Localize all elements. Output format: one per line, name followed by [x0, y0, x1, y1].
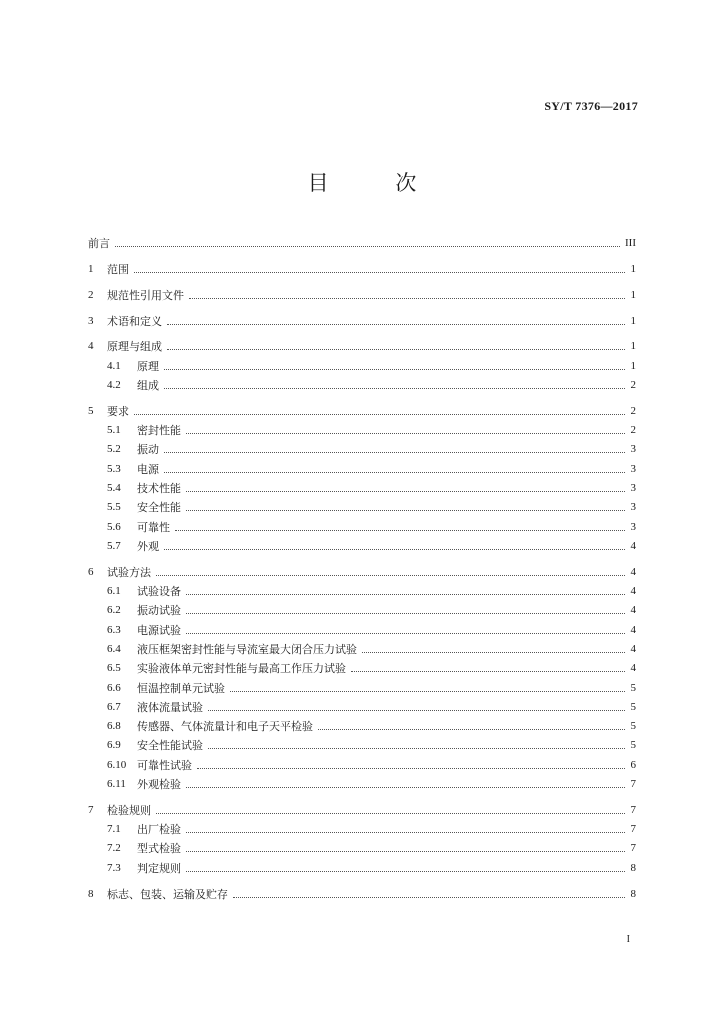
toc-dot-leader: [197, 768, 625, 769]
toc-entry-number: 5.5: [107, 501, 121, 514]
toc-entry-page: 4: [630, 539, 636, 552]
toc-entry-number: 6.4: [107, 642, 121, 655]
toc-entry-title: 试验设备: [137, 585, 181, 599]
toc-dot-leader: [351, 671, 625, 672]
toc-entry-title: 判定规则: [137, 861, 181, 875]
toc-entry[interactable]: [88, 400, 636, 419]
toc-entry-number: 2: [88, 288, 94, 301]
toc-entry[interactable]: [88, 753, 636, 772]
toc-entry[interactable]: [88, 309, 636, 328]
toc-entry-number: 4.1: [107, 359, 121, 372]
toc-entry-number: 6.7: [107, 700, 121, 713]
toc-entry-number: 5.4: [107, 482, 121, 495]
toc-entry-page: 8: [630, 861, 636, 874]
toc-entry-number: 5.1: [107, 424, 121, 437]
toc-dot-leader: [175, 530, 625, 531]
toc-entry-number: 5.7: [107, 539, 121, 552]
toc-entry-page: 5: [630, 739, 636, 752]
toc-entry-title: 规范性引用文件: [107, 288, 184, 302]
toc-entry-title: 检验规则: [107, 803, 151, 817]
toc-entry-number: 5: [88, 404, 94, 417]
toc-entry-number: 6: [88, 565, 94, 578]
toc-entry-page: 1: [630, 263, 636, 276]
toc-entry[interactable]: [88, 818, 636, 837]
toc-entry[interactable]: [88, 856, 636, 875]
toc-entry-title: 技术性能: [137, 482, 181, 496]
toc-dot-leader: [186, 594, 625, 595]
toc-entry-page: 4: [630, 604, 636, 617]
toc-dot-leader: [156, 575, 625, 576]
toc-dot-leader: [186, 871, 625, 872]
toc-entry[interactable]: [88, 560, 636, 579]
toc-entry-title: 振动试验: [137, 604, 181, 618]
toc-entry[interactable]: [88, 734, 636, 753]
toc-entry-title: 恒温控制单元试验: [137, 681, 225, 695]
toc-entry-title: 实验液体单元密封性能与最高工作压力试验: [137, 662, 346, 676]
toc-entry-page: 1: [630, 340, 636, 353]
toc-dot-leader: [164, 452, 625, 453]
toc-entry-page: 5: [630, 681, 636, 694]
toc-dot-leader: [186, 510, 625, 511]
toc-entry-title: 液体流量试验: [137, 700, 203, 714]
toc-dot-leader: [164, 369, 625, 370]
toc-entry-title: 组成: [137, 379, 159, 393]
toc-entry-page: 1: [630, 288, 636, 301]
toc-entry-page: 2: [630, 379, 636, 392]
toc-entry-title: 传感器、气体流量计和电子天平检验: [137, 720, 313, 734]
toc-entry-number: 8: [88, 887, 94, 900]
toc-dot-leader: [186, 787, 625, 788]
toc-entry-title: 试验方法: [107, 565, 151, 579]
toc-entry[interactable]: [88, 258, 636, 277]
page-title: 目 次: [307, 171, 447, 195]
toc-entry-number: 3: [88, 314, 94, 327]
toc-entry-page: 5: [630, 720, 636, 733]
toc-entry-page: 2: [630, 424, 636, 437]
toc-entry[interactable]: [88, 676, 636, 695]
toc-entry-number: 4.2: [107, 379, 121, 392]
toc-entry-page: 6: [630, 758, 636, 771]
toc-dot-leader: [186, 491, 625, 492]
toc-entry-number: 7.2: [107, 842, 121, 855]
toc-entry-title: 可靠性: [137, 520, 170, 534]
toc-entry-title: 安全性能试验: [137, 739, 203, 753]
toc-entry-page: 7: [630, 803, 636, 816]
toc-entry-number: 7.1: [107, 823, 121, 836]
toc-dot-leader: [186, 433, 625, 434]
toc-entry-title: 型式检验: [137, 842, 181, 856]
toc-entry-number: 7.3: [107, 861, 121, 874]
toc-entry-page: III: [625, 237, 636, 250]
toc-entry-title: 外观: [137, 539, 159, 553]
toc-entry-number: 6.2: [107, 604, 121, 617]
toc-entry[interactable]: [88, 696, 636, 715]
toc-entry-title: 出厂检验: [137, 823, 181, 837]
toc-dot-leader: [164, 549, 625, 550]
toc-entry-number: 5.3: [107, 462, 121, 475]
toc-entry[interactable]: [88, 773, 636, 792]
toc-dot-leader: [362, 652, 625, 653]
toc-entry-number: 4: [88, 340, 94, 353]
toc-entry[interactable]: [88, 477, 636, 496]
toc-entry-title: 电源: [137, 462, 159, 476]
toc-entry-title: 原理: [137, 359, 159, 373]
toc-entry-page: 1: [630, 359, 636, 372]
toc-entry-title: 安全性能: [137, 501, 181, 515]
toc-dot-leader: [233, 897, 625, 898]
toc-dot-leader: [164, 472, 625, 473]
toc-entry-title: 术语和定义: [107, 314, 162, 328]
toc-entry-page: 4: [630, 642, 636, 655]
toc-dot-leader: [134, 414, 625, 415]
toc-entry-page: 3: [630, 501, 636, 514]
toc-entry[interactable]: [88, 515, 636, 534]
toc-entry-number: 6.3: [107, 623, 121, 636]
toc-entry[interactable]: [88, 419, 636, 438]
toc-entry-page: 4: [630, 623, 636, 636]
toc-entry-title: 前言: [88, 237, 110, 251]
toc-entry[interactable]: [88, 335, 636, 354]
toc-entry-number: 6.8: [107, 720, 121, 733]
toc-dot-leader: [156, 813, 625, 814]
toc-entry-title: 振动: [137, 443, 159, 457]
toc-dot-leader: [164, 388, 625, 389]
toc-dot-leader: [230, 691, 625, 692]
toc-dot-leader: [318, 729, 625, 730]
toc-entry-page: 3: [630, 462, 636, 475]
toc-entry[interactable]: [88, 284, 636, 303]
toc-entry-page: 5: [630, 700, 636, 713]
toc-entry-number: 6.5: [107, 662, 121, 675]
toc-entry[interactable]: [88, 799, 636, 818]
toc-entry-number: 5.2: [107, 443, 121, 456]
toc-entry[interactable]: [88, 438, 636, 457]
toc-entry[interactable]: [88, 837, 636, 856]
toc-entry-page: 7: [630, 823, 636, 836]
toc-entry-number: 7: [88, 803, 94, 816]
toc-entry[interactable]: [88, 496, 636, 515]
toc-entry[interactable]: [88, 638, 636, 657]
toc-entry-title: 可靠性试验: [137, 758, 192, 772]
toc-entry[interactable]: [88, 657, 636, 676]
toc-entry-page: 2: [630, 404, 636, 417]
toc-entry-page: 3: [630, 482, 636, 495]
toc-entry[interactable]: [88, 457, 636, 476]
toc-entry[interactable]: [88, 354, 636, 373]
page-number: I: [626, 934, 630, 945]
toc-entry-title: 标志、包装、运输及贮存: [107, 887, 228, 901]
toc-entry-title: 范围: [107, 263, 129, 277]
toc-entry-number: 6.6: [107, 681, 121, 694]
toc-entry-number: 6.11: [107, 778, 126, 791]
toc-dot-leader: [189, 298, 625, 299]
toc-dot-leader: [134, 272, 625, 273]
toc-entry-page: 4: [630, 585, 636, 598]
toc-entry[interactable]: [88, 232, 636, 251]
toc-entry-title: 外观检验: [137, 778, 181, 792]
toc-entry[interactable]: [88, 374, 636, 393]
toc-dot-leader: [167, 349, 625, 350]
toc-entry-page: 3: [630, 443, 636, 456]
toc-dot-leader: [115, 246, 620, 247]
toc-entry-number: 6.10: [107, 758, 127, 771]
toc-dot-leader: [186, 613, 625, 614]
toc-dot-leader: [208, 748, 625, 749]
toc-entry-title: 原理与组成: [107, 340, 162, 354]
toc-entry-number: 5.6: [107, 520, 121, 533]
toc-entry-title: 密封性能: [137, 424, 181, 438]
toc-entry[interactable]: [88, 618, 636, 637]
toc-entry-number: 6.1: [107, 585, 121, 598]
toc-entry-number: 6.9: [107, 739, 121, 752]
toc-entry[interactable]: [88, 882, 636, 901]
toc-entry-page: 8: [630, 887, 636, 900]
toc-entry[interactable]: [88, 715, 636, 734]
toc-entry[interactable]: [88, 599, 636, 618]
standard-code: SY/T 7376—2017: [544, 99, 638, 113]
toc-entry-page: 1: [630, 314, 636, 327]
toc-entry-page: 4: [630, 565, 636, 578]
toc-entry[interactable]: [88, 580, 636, 599]
toc-dot-leader: [186, 633, 625, 634]
toc-entry-page: 7: [630, 842, 636, 855]
toc-entry-page: 4: [630, 662, 636, 675]
toc-entry-title: 电源试验: [137, 623, 181, 637]
toc-entry-title: 液压框架密封性能与导流室最大闭合压力试验: [137, 642, 357, 656]
toc-dot-leader: [208, 710, 625, 711]
table-of-contents: [88, 232, 636, 902]
toc-entry-number: 1: [88, 263, 94, 276]
toc-entry-page: 7: [630, 778, 636, 791]
toc-dot-leader: [186, 832, 625, 833]
toc-entry-title: 要求: [107, 404, 129, 418]
toc-entry-page: 3: [630, 520, 636, 533]
toc-entry[interactable]: [88, 535, 636, 554]
toc-dot-leader: [167, 324, 625, 325]
toc-dot-leader: [186, 851, 625, 852]
